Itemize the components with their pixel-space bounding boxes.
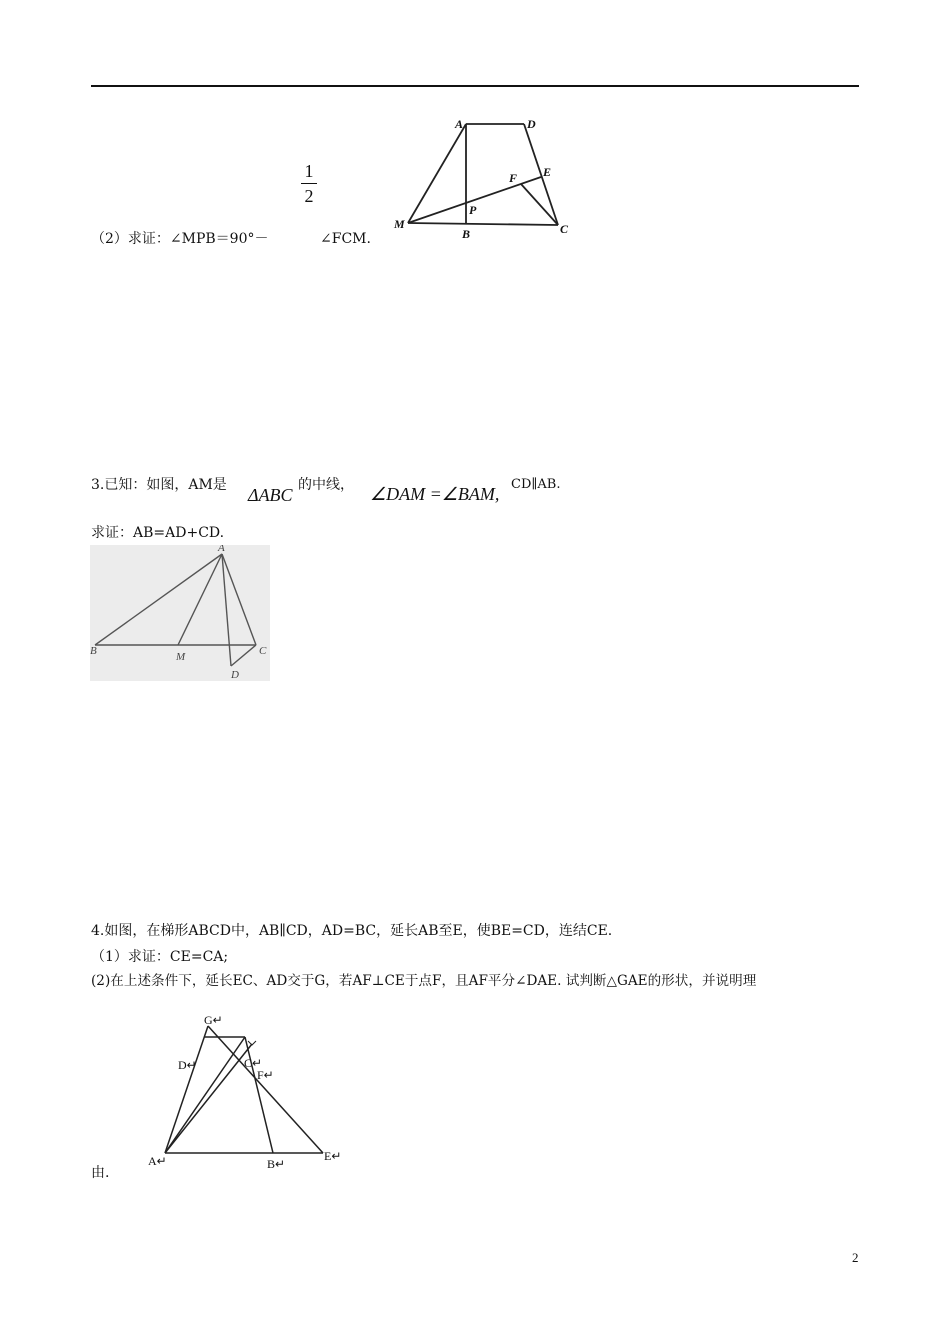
segment-ge — [208, 1026, 323, 1153]
fig1-label-p: P — [469, 203, 477, 217]
q2-suffix: ∠FCM. — [320, 231, 371, 247]
q3-prove: 求证：AB=AD+CD. — [91, 525, 225, 541]
segment-ga — [165, 1026, 208, 1153]
fig1-label-m: M — [394, 217, 405, 231]
fig3-label-g: G↵ — [204, 1013, 223, 1027]
fig3-label-e: E↵ — [324, 1149, 342, 1163]
fig1-label-f: F — [509, 171, 518, 185]
fig2-label-m: M — [176, 651, 186, 663]
fig3-label-f: F↵ — [257, 1068, 274, 1082]
fig3-label-b: B↵ — [267, 1157, 286, 1171]
q3-angle-equation: ∠DAM =∠BAM, — [370, 484, 500, 504]
q2-prefix: （2）求证：∠MPB＝90°－ — [91, 231, 269, 247]
figure-trapezoid — [390, 108, 580, 243]
segment-fc — [521, 184, 558, 225]
figure-trapezoid-extension — [140, 1008, 360, 1178]
fig2-label-d: D — [231, 669, 239, 681]
segment-ac — [165, 1037, 245, 1153]
segment-mc — [408, 223, 558, 225]
q4-line1: 4.如图，在梯形ABCD中，AB∥CD，AD=BC，延长AB至E，使BE=CD，连结CE. — [91, 923, 613, 939]
header-rule — [91, 85, 859, 87]
page-number: 2 — [852, 1250, 859, 1265]
fraction-numerator: 1 — [304, 161, 314, 181]
segment-am — [408, 124, 466, 223]
right-angle-mark — [248, 1041, 256, 1045]
segment-dc — [524, 124, 558, 225]
q3-mid: 的中线， — [298, 477, 354, 493]
fig1-label-a: A — [455, 117, 464, 131]
q3-tail: CD∥AB. — [511, 477, 561, 492]
fig3-label-c: C↵ — [244, 1056, 263, 1070]
q4-line4: 由. — [91, 1165, 110, 1181]
fraction-bar — [301, 183, 317, 184]
fraction-one-half — [298, 160, 320, 207]
fig2-label-a: A — [218, 545, 225, 554]
q4-line3: (2)在上述条件下，延长EC、AD交于G，若AF⊥CE于点F，且AF平分∠DAE. 试判断△GAE的形状，并说明理 — [91, 973, 757, 989]
q3-triangle: ΔABC — [248, 485, 293, 505]
fig1-label-d: D — [527, 117, 536, 131]
fig3-label-a: A↵ — [148, 1154, 167, 1168]
fig2-label-b: B — [90, 645, 97, 657]
fig1-label-e: E — [543, 165, 552, 179]
fig1-label-c: C — [560, 222, 569, 236]
fig2-label-c: C — [259, 645, 267, 657]
segment-cb — [245, 1037, 273, 1153]
q3-intro: 3.已知：如图，AM是 — [91, 477, 227, 493]
figure-median — [90, 545, 270, 681]
fig3-label-d: D↵ — [178, 1058, 197, 1072]
q4-line2: （1）求证：CE=CA; — [91, 949, 229, 965]
fraction-denominator: 2 — [304, 186, 314, 206]
fig1-label-b: B — [462, 227, 471, 241]
